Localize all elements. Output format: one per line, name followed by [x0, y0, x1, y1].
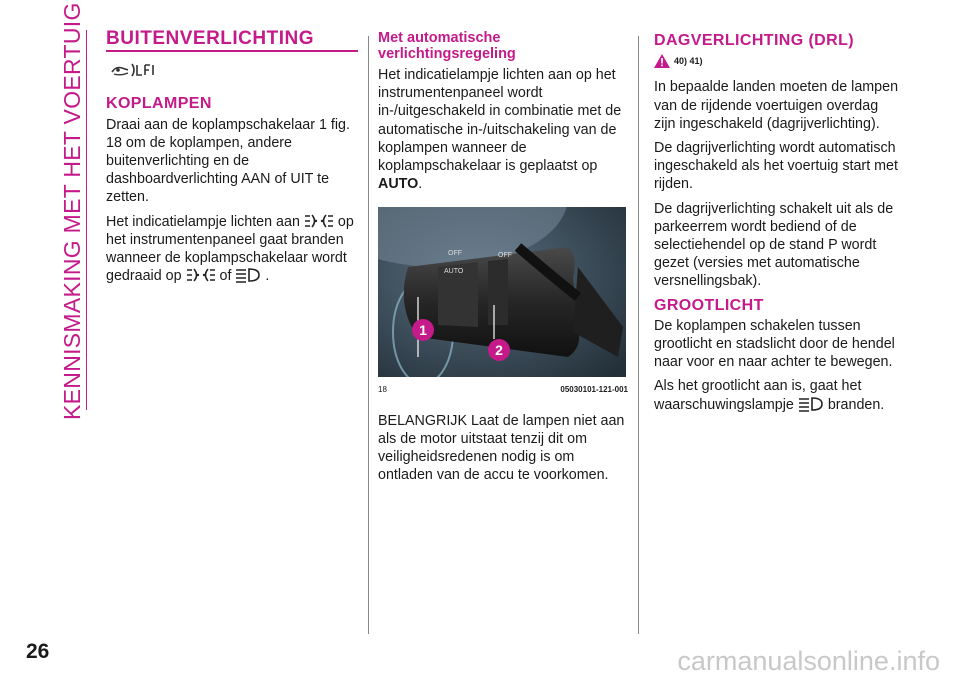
- warning-references: 40) 41): [654, 52, 902, 70]
- callout-2: 2: [488, 339, 510, 361]
- subheading-grootlicht: GROOTLICHT: [654, 296, 764, 314]
- figure-number: 18: [378, 385, 387, 395]
- paragraph: De koplampen schakelen tussen grootlicht en stadslicht door de hendel naar voor en naar achter te bewegen.: [654, 317, 895, 371]
- paragraph: Het indicatielampje lichten aan op het instrumentenpaneel gaat branden wanneer de koplampschakelaar wordt gedraaid op of .: [106, 213, 354, 285]
- headlight-icon: [235, 267, 261, 283]
- label-off-fog: OFF: [498, 252, 512, 260]
- label-auto: AUTO: [444, 268, 464, 276]
- figure-code: 05030101-121-001: [560, 385, 628, 395]
- side-title-text: KENNISMAKING MET HET VOERTUIG: [59, 2, 85, 420]
- figure-light-switch-photo: [378, 207, 626, 377]
- section-heading-drl: DAGVERLICHTING (DRL): [654, 32, 854, 49]
- column-divider-1: [368, 36, 369, 634]
- subheading-koplampen: KOPLAMPEN: [106, 95, 212, 113]
- paragraph: Het indicatielampje lichten aan op het instrumentenpaneel wordt in-/uitgeschakeld in combinatie met de automatische in-/uitschakeling van de koplampen wanneer de koplampschakelaar is geplaatst op AUTO.: [378, 67, 622, 193]
- figure-caption: [378, 381, 628, 399]
- paragraph: Als het grootlicht aan is, gaat het waarschuwingslampje branden.: [654, 378, 885, 413]
- paragraph: De dagrijverlichting schakelt uit als de parkeerrem wordt bediend of de selectiehendel op de stand P wordt gezet (versies met automatische versnellingsbak).: [654, 200, 894, 290]
- column-divider-2: [638, 36, 639, 634]
- exterior-lights-switch-icon: [110, 60, 358, 85]
- callout-1: 1: [412, 319, 434, 341]
- side-divider: [86, 30, 87, 410]
- section-heading: BUITENVERLICHTING: [106, 28, 314, 49]
- paragraph: In bepaalde landen moeten de lampen van de rijdende voertuigen overdag zijn ingeschakeld (dagrijverlichting).: [654, 79, 899, 132]
- watermark: carmanualsonline.info: [677, 646, 940, 676]
- high-beam-icon: [798, 396, 824, 412]
- lights-on-indicator-icon: [304, 213, 334, 229]
- subheading-auto-lights: Met automatische verlichtingsregeling: [378, 30, 516, 62]
- side-section-title: [58, 2, 86, 420]
- page-number: 26: [26, 640, 50, 663]
- column-1: [106, 30, 358, 291]
- lights-on-indicator-icon: [186, 267, 216, 283]
- paragraph: BELANGRIJK Laat de lampen niet aan als de motor uitstaat tenzij dit om veiligheidsredenen nodig is om ontladen van de accu te voorkomen.: [378, 412, 625, 484]
- label-off: OFF: [448, 250, 462, 258]
- paragraph: Draai aan de koplampschakelaar 1 fig. 18 om de koplampen, andere buitenverlichting en de dashboardverlichting AAN of UIT te zetten.: [106, 116, 350, 206]
- paragraph: De dagrijverlichting wordt automatisch ingeschakeld als het voertuig start met rijden.: [654, 140, 898, 193]
- column-2: [378, 30, 628, 490]
- heading-underline: [106, 50, 358, 52]
- column-3: [654, 30, 902, 420]
- warning-triangle-icon: [654, 54, 670, 68]
